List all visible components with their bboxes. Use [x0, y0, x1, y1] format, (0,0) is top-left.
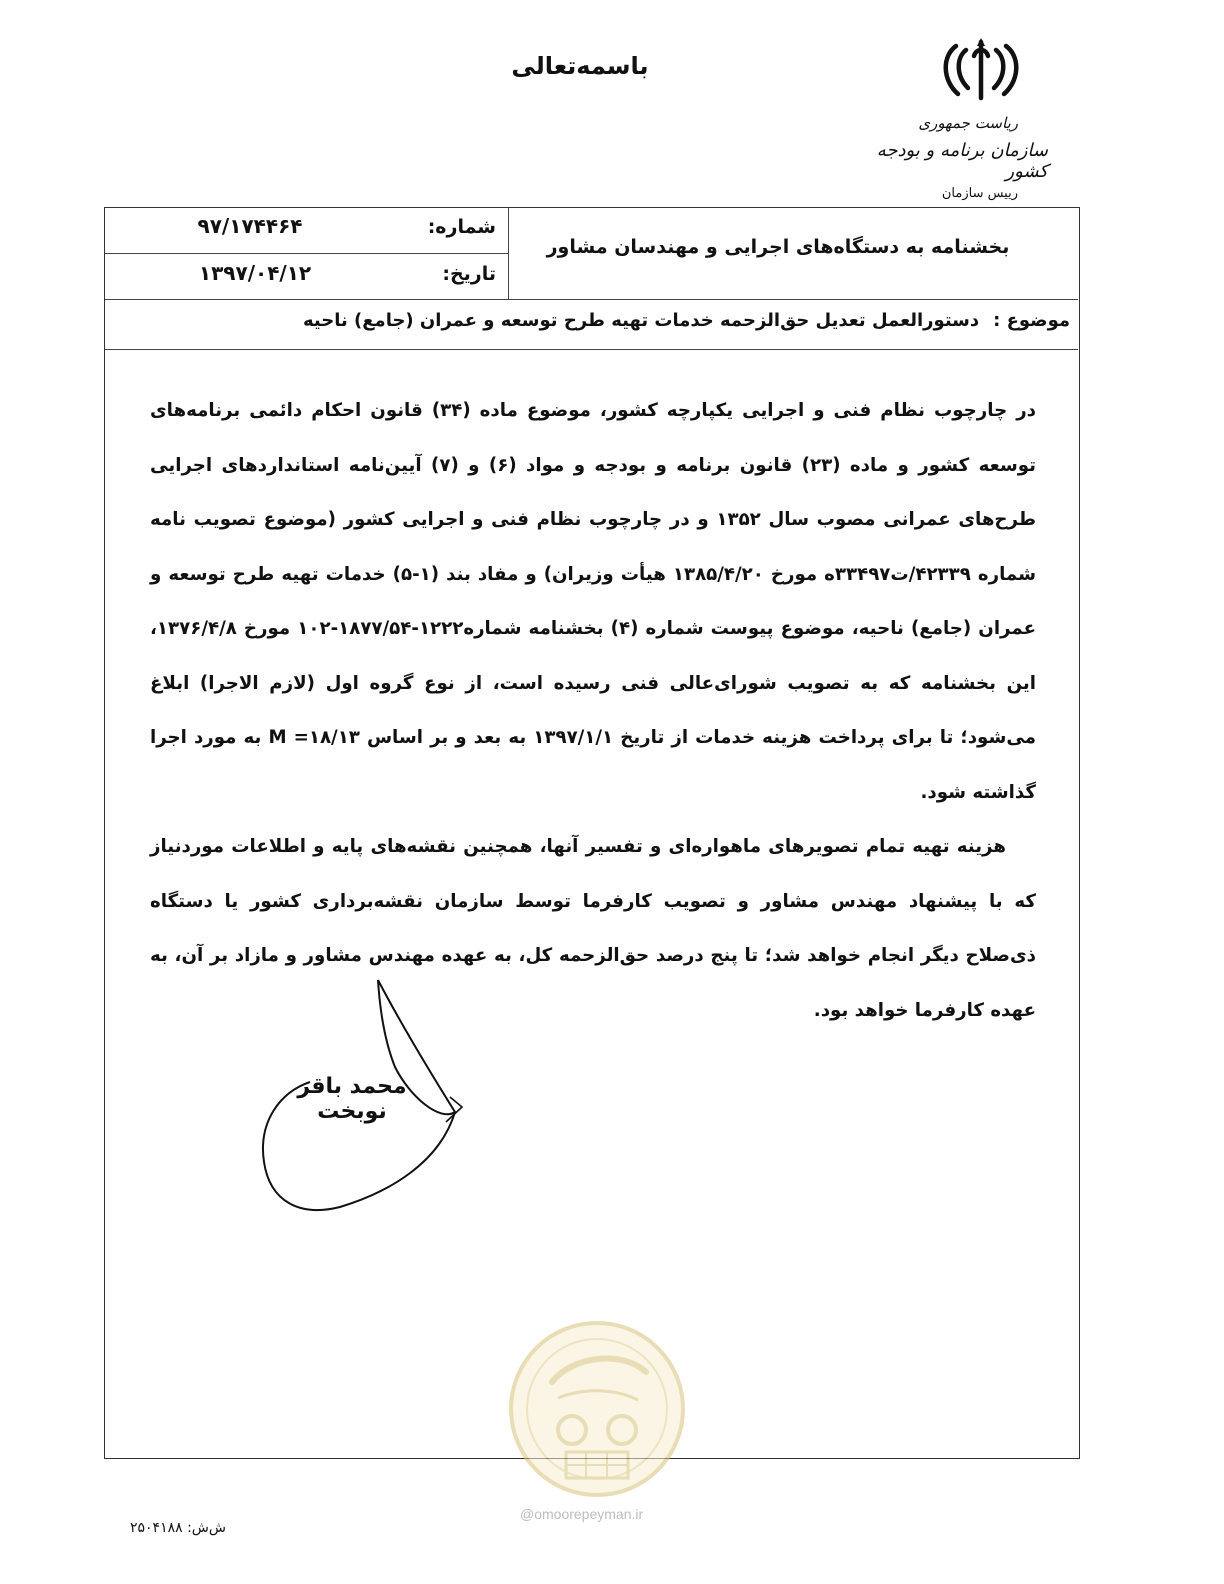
- watermark-url: @omoorepeyman.ir: [520, 1506, 644, 1522]
- letter-body: [150, 384, 1036, 1038]
- subject-text: دستورالعمل تعدیل حق‌الزحمه خدمات تهیه طرح توسعه و عمران (جامع) ناحیه: [303, 310, 980, 331]
- date-value: ۱۳۹۷/۰۴/۱۲: [198, 261, 312, 285]
- meta-row-divider: [105, 253, 508, 254]
- org-presidency: ریاست جمهوری: [918, 114, 1018, 132]
- body-paragraph-1: در چارچوب نظام فنی و اجرایی یکپارچه کشور، موضوع ماده (۳۴) قانون احکام دائمی برنامه‌های توسعه کشور و ماده (۲۳) قانون برنامه و بودجه و مواد (۶) و (۷) آیین‌نامه استانداردهای اجرایی طرح‌های عمرانی مصوب سال ۱۳۵۲ و در چارچوب نظام فنی و اجرایی کشور (موضوع تصویب نامه شماره ۴۲۳۳۹/ت۳۳۴۹۷ه مورخ ۱۳۸۵/۴/۲۰ هیأت وزیران) و مفاد بند (۱-۵) خدمات تهیه طرح توسعه و عمران (جامع) ناحیه، موضوع پیوست شماره (۴) بخشنامه شماره۱۲۲۲-۱۸۷۷/۵۴-۱۰۲ مورخ ۱۳۷۶/۴/۸، این بخشنامه که به تصویب شورای‌عالی فنی رسیده است، از نوع گروه اول (لازم الاجرا) ابلاغ می‌شود؛ تا برای پرداخت هزینه خدمات از تاریخ ۱۳۹۷/۱/۱ به بعد و بر اساس M =۱۸/۱۳ به مورد اجرا گذاشته شود.: [150, 400, 1037, 803]
- bismillah-heading: باسمه‌تعالی: [511, 52, 649, 80]
- serial-number: ش‌ش: ۲۵۰۴۱۸۸: [130, 1520, 226, 1536]
- body-paragraph-2: هزینه تهیه تمام تصویرهای ماهواره‌ای و تفسیر آنها، همچنین نقشه‌های پایه و اطلاعات موردنیاز که با پیشنهاد مهندس مشاور و تصویب کارفرما توسط سازمان نقشه‌برداری کشور یا دستگاه ذی‌صلاح دیگر انجام خواهد شد؛ تا پنج درصد حق‌الزحمه کل، به عهده مهندس مشاور و مازاد بر آن، به عهده کارفرما خواهد بود.: [150, 836, 1036, 1021]
- number-label: شماره:: [427, 216, 496, 238]
- subject-label: موضوع :: [993, 310, 1070, 331]
- iran-emblem-icon: [936, 36, 1026, 108]
- signer-name: محمد باقر نوبخت: [297, 1074, 407, 1124]
- org-head-title: رییس سازمان: [941, 186, 1018, 201]
- subject-row: [130, 310, 1070, 331]
- subject-bottom-divider: [105, 349, 1078, 350]
- org-name: سازمان برنامه و بودجه کشور: [876, 140, 1048, 182]
- header-bottom-divider: [105, 299, 1078, 300]
- number-value: ۹۷/۱۷۴۴۶۴: [197, 214, 303, 238]
- date-label: تاریخ:: [442, 263, 496, 285]
- circular-title: بخشنامه به دستگاه‌های اجرایی و مهندسان مشاور: [546, 236, 1010, 258]
- watermark-seal-icon: [506, 1318, 688, 1500]
